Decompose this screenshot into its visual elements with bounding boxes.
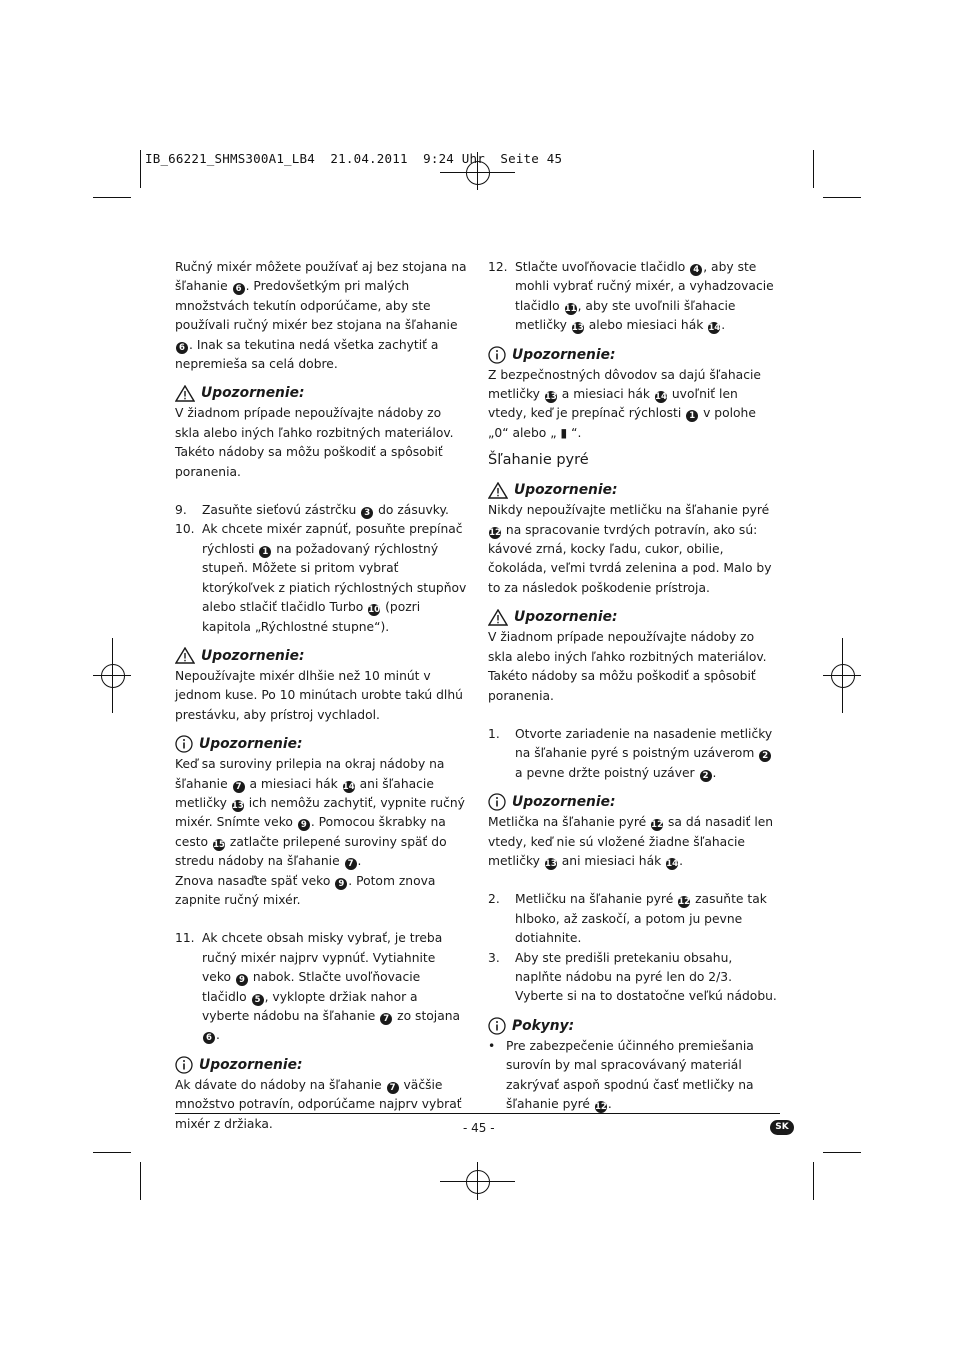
info-icon <box>488 346 506 364</box>
warning-heading <box>175 645 467 667</box>
part-number-badge: 13 <box>231 800 244 811</box>
list-item <box>488 1037 780 1115</box>
note-title: Upozornenie: <box>512 346 616 363</box>
part-number-badge: 11 <box>564 303 577 314</box>
note-text: V žiadnom prípade nepoužívajte nádoby zo skla alebo iných ľahko rozbitných materiálov. Takéto nádoby sa môžu poškodiť a spôsobiť poranenia. <box>488 630 767 703</box>
step-text: Otvorte zariadenie na nasadenie metličky na šľahanie pyré s poistným uzáverom 2 a pevne držte poistný uzáver 2 . <box>515 726 773 781</box>
section-title: Šľahanie pyré <box>488 452 589 469</box>
warning-icon <box>488 482 508 499</box>
list-item <box>488 890 780 948</box>
intro-paragraph: Ručný mixér môžete používať aj bez stojana na šľahanie 6 . Predovšetkým pri malých množstvách tekutín odporúčame, aby ste používali ručný mixér bez stojana na šľahanie 6 . Inak sa tekutina nedá všetka zachytiť a nepremieša sa celá dobre. <box>175 260 467 372</box>
step-number: 11. <box>175 931 195 946</box>
tips-title: Pokyny: <box>512 1017 575 1034</box>
bullet: • <box>488 1038 496 1053</box>
list-item <box>488 725 780 783</box>
page-number: - 45 - <box>463 1121 495 1135</box>
step-text: Metličku na šľahanie pyré 12 zasuňte tak hlboko, až zaskočí, a potom ju pevne dotiahnite. <box>515 892 767 946</box>
registration-mark <box>466 1170 490 1194</box>
crop-mark <box>813 1162 814 1200</box>
note-title: Upozornenie: <box>514 609 618 626</box>
step-number: 9. <box>175 503 187 518</box>
part-number-badge: 7 <box>345 858 357 870</box>
info-heading <box>488 344 780 366</box>
warning-heading <box>175 382 467 404</box>
note-title: Upozornenie: <box>512 794 616 811</box>
step-number: 2. <box>488 892 500 907</box>
print-header: IB_66221_SHMS300A1_LB4 21.04.2011 9:24 Uhr Seite 45 <box>145 151 563 166</box>
note-text: Keď sa suroviny prilepia na okraj nádoby na šľahanie 7 a miesiaci hák 14 ani šľahacie metličky 13 ich nemôžu zachytiť, vypnite ručný mixér. Snímte veko 9 . Pomocou škrabky na cesto 15 zatlačte prilepené suroviny späť do stredu nádoby na šľahanie 7 . <box>175 757 465 870</box>
info-heading <box>488 791 780 813</box>
step-text: Ak chcete obsah misky vybrať, je treba ručný mixér najprv vypnúť. Vytiahnite veko 9 nabok. Stlačte uvoľňovacie tlačidlo 5 , vyklopte držiak nahor a vyberte nádobu na šľahanie 7 zo stojana 6 . <box>202 931 461 1044</box>
footer-divider <box>175 1113 780 1114</box>
part-number-badge: 1 <box>259 546 271 558</box>
part-number-badge: 7 <box>387 1082 399 1094</box>
part-number-badge: 10 <box>368 605 381 616</box>
part-number-badge: 6 <box>176 342 188 354</box>
registration-mark <box>101 664 125 688</box>
part-number-badge: 1 <box>686 410 698 422</box>
warning-icon <box>488 609 508 626</box>
crop-mark <box>93 1152 131 1153</box>
part-number-badge: 6 <box>203 1032 215 1044</box>
info-icon <box>488 793 506 811</box>
left-column <box>175 258 467 1134</box>
info-heading <box>175 1054 467 1076</box>
list-item <box>488 258 780 336</box>
step-number: 3. <box>488 950 500 965</box>
part-number-badge: 12 <box>595 1102 607 1112</box>
language-badge: SK <box>770 1120 794 1135</box>
part-number-badge: 13 <box>544 392 557 403</box>
info-heading <box>488 1015 780 1037</box>
crop-mark <box>813 150 814 188</box>
part-number-badge: 9 <box>236 974 248 986</box>
list-item <box>175 520 467 636</box>
part-number-badge: 12 <box>678 897 691 908</box>
note-text: Nikdy nepoužívajte metličku na šľahanie pyré 12 na spracovanie tvrdých potravín, ako sú: kávové zrná, kocky ľadu, cukor, obilie, čokoláda, veľmi tvrdá zelenina a pod. Malo by to za následok poškodenie prístroja. <box>488 503 772 595</box>
crop-mark <box>140 150 141 188</box>
part-number-badge: 12 <box>651 820 664 831</box>
part-number-badge: 3 <box>361 507 373 519</box>
part-number-badge: 14 <box>666 858 679 869</box>
part-number-badge: 2 <box>700 770 712 782</box>
part-number-badge: 12 <box>489 527 501 538</box>
list-item <box>175 501 467 520</box>
warning-icon <box>175 647 195 664</box>
part-number-badge: 7 <box>233 781 245 793</box>
crop-mark <box>823 197 861 198</box>
step-number: 10. <box>175 522 195 537</box>
list-item <box>175 929 467 1045</box>
step-number: 12. <box>488 260 508 274</box>
note-title: Upozornenie: <box>201 385 305 402</box>
note-title: Upozornenie: <box>201 647 305 664</box>
part-number-badge: 5 <box>252 994 264 1006</box>
note-title: Upozornenie: <box>199 1056 303 1073</box>
part-number-badge: 15 <box>213 839 225 850</box>
warning-icon <box>175 385 195 402</box>
part-number-badge: 14 <box>708 323 721 334</box>
note-title: Upozornenie: <box>199 736 303 753</box>
registration-mark <box>831 664 855 688</box>
warning-heading <box>488 479 780 501</box>
info-icon <box>175 735 193 753</box>
crop-mark <box>823 1152 861 1153</box>
step-text: Aby ste predišli pretekaniu obsahu, naplňte nádobu na pyré len do 2/3. Vyberte si na to dostatočne veľkú nádobu. <box>515 950 777 1004</box>
crop-mark <box>140 1162 141 1200</box>
part-number-badge: 2 <box>759 750 771 762</box>
step-number: 1. <box>488 726 500 741</box>
part-number-badge: 9 <box>335 878 347 890</box>
tips-text: Pre zabezpečenie účinného premiešania surovín by mal spracovávaný materiál zakrývať aspoň spodnú časť metličky na šľahanie pyré 12. <box>506 1038 754 1112</box>
step-text: Ak chcete mixér zapnúť, posuňte prepínač rýchlosti 1 na požadovaný rýchlostný stupeň. Môžete si pritom vybrať ktorýkoľvek z piatich rýchlostných stupňov alebo stlačiť tlačidlo Turbo 10 (pozri kapitola „Rýchlostné stupne“). <box>202 522 467 634</box>
part-number-badge: 13 <box>544 858 557 869</box>
note-text: Znova nasaďte späť veko 9 . Potom znova zapnite ručný mixér. <box>175 873 436 907</box>
note-text: Nepoužívajte mixér dlhšie než 10 minút v jednom kuse. Po 10 minútach urobte takú dlhú prestávku, aby prístroj vychladol. <box>175 668 463 722</box>
note-title: Upozornenie: <box>514 482 618 499</box>
crop-mark <box>93 197 131 198</box>
step-text: Stlačte uvoľňovacie tlačidlo 4 , aby ste mohli vybrať ručný mixér, a vyhadzovacie tlačidlo 11, aby ste uvoľnili šľahacie metličky 13 alebo miesiaci hák 14. <box>515 260 774 334</box>
part-number-badge: 6 <box>233 283 245 295</box>
note-text: Metlička na šľahanie pyré 12 sa dá nasadiť len vtedy, keď nie sú vložené žiadne šľahacie metličky 13 ani miesiaci hák 14. <box>488 815 774 869</box>
part-number-badge: 14 <box>342 781 355 792</box>
part-number-badge: 7 <box>380 1013 392 1025</box>
note-text: V žiadnom prípade nepoužívajte nádoby zo skla alebo iných ľahko rozbitných materiálov. Takéto nádoby sa môžu poškodiť a spôsobiť poranenia. <box>175 406 454 479</box>
note-text: Ak dávate do nádoby na šľahanie 7 väčšie množstvo potravín, odporúčame najprv vybrať mixér z držiaka. <box>175 1077 462 1131</box>
info-icon <box>175 1056 193 1074</box>
part-number-badge: 9 <box>298 819 310 831</box>
list-item <box>488 949 780 1007</box>
note-text: Z bezpečnostných dôvodov sa dajú šľahacie metličky 13 a miesiaci hák 14 uvoľniť len vtedy, keď je prepínač rýchlosti 1 v polohe „0“ alebo „ ▮ “. <box>488 367 761 440</box>
info-heading <box>175 733 467 755</box>
part-number-badge: 13 <box>571 323 584 334</box>
info-icon <box>488 1017 506 1035</box>
part-number-badge: 4 <box>690 264 702 276</box>
step-text: Zasuňte sieťovú zástrčku 3 do zásuvky. <box>202 503 449 519</box>
part-number-badge: 14 <box>655 392 667 403</box>
warning-heading <box>488 606 780 628</box>
right-column <box>488 258 780 1114</box>
